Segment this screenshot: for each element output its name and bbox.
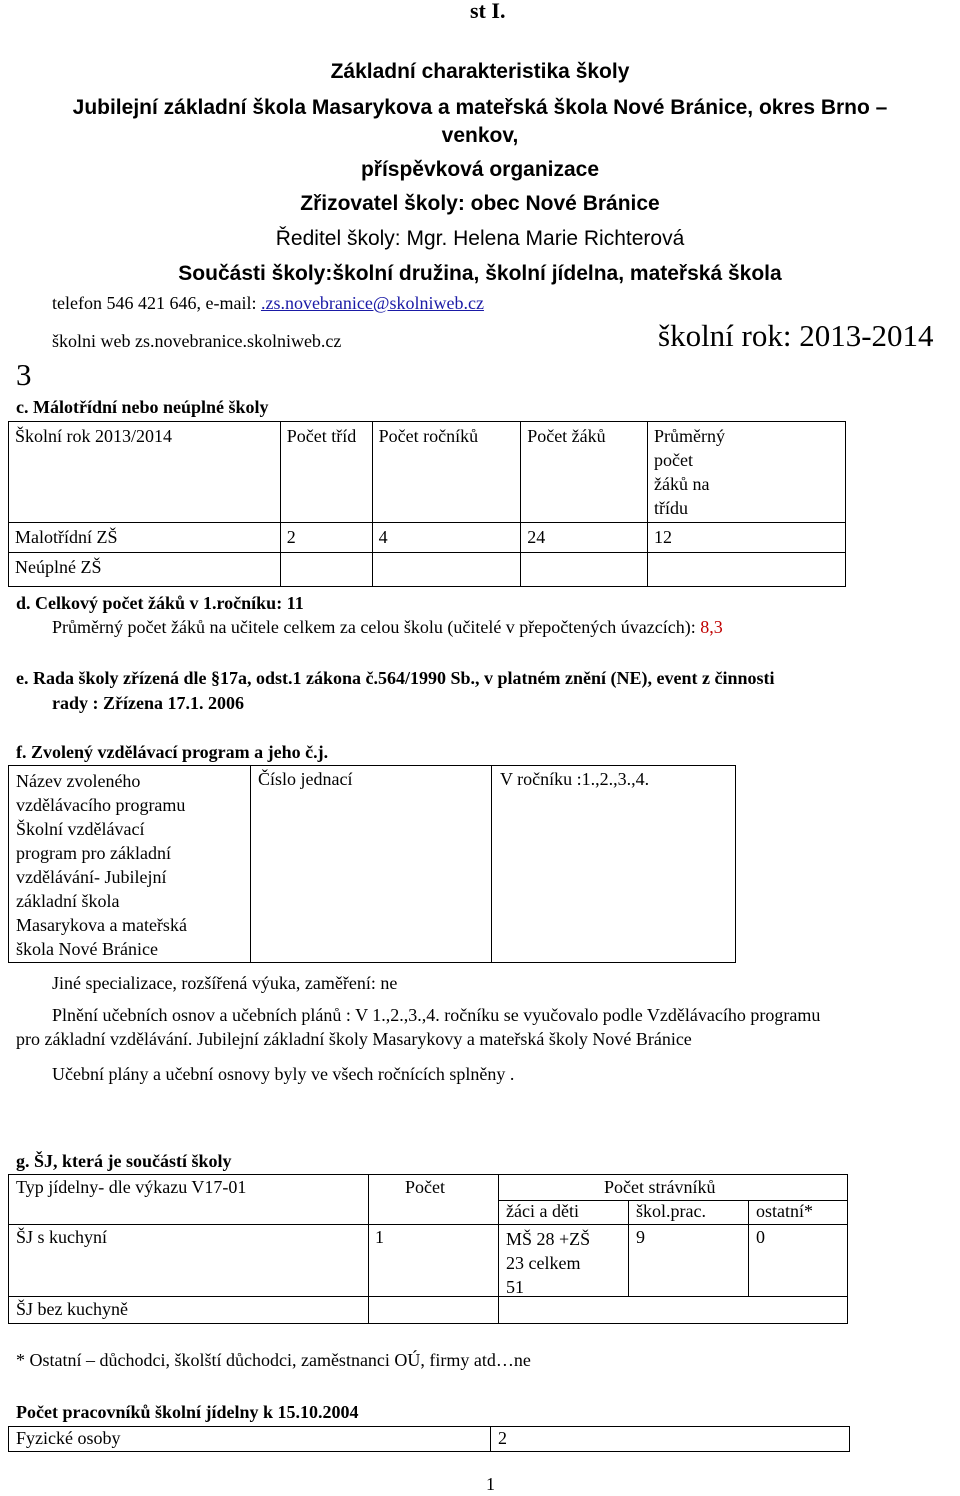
table-row <box>9 553 846 587</box>
footnote: * Ostatní – důchodci, školští důchodci, zaměstnanci OÚ, firmy atd…ne <box>16 1350 531 1370</box>
canteen-pupils-line: 23 celkem <box>506 1253 581 1273</box>
table-header-row <box>9 422 846 523</box>
program-name-line: základní škola <box>16 891 120 911</box>
school-year: školní rok: 2013-2014 <box>658 318 934 353</box>
canteen-table-rule <box>8 1296 848 1297</box>
staff-subheader: škol.prac. <box>636 1201 706 1221</box>
col-average: Průměrný počet žáků na třídu <box>648 422 846 523</box>
page-number: 1 <box>486 1474 495 1494</box>
section-e-line2: rady : Zřízena 17.1. 2006 <box>52 693 244 713</box>
small-schools-table <box>8 421 846 587</box>
canteen-count-header: Počet <box>405 1177 445 1197</box>
canteen-with-kitchen: ŠJ s kuchyní <box>16 1227 108 1247</box>
grades-header: V ročníku :1.,2.,3.,4. <box>500 769 650 789</box>
cell: 12 <box>648 523 846 553</box>
teacher-ratio-text: Průměrný počet žáků na učitele celkem za celou školu (učitelé v přepočtených úvazcích): <box>52 617 701 637</box>
canteen-with-kitchen-count: 1 <box>375 1227 384 1247</box>
fulfilment-line2: pro základní vzdělávání. Jubilejní základní školy Masarykovy a mateřská školy Nové Bránice <box>16 1029 692 1049</box>
cell: 4 <box>372 523 521 553</box>
section-g-heading: g. ŠJ, která je součástí školy <box>16 1151 232 1171</box>
canteen-table-rule <box>8 1224 848 1225</box>
section-e-line1: e. Rada školy zřízená dle §17a, odst.1 zákona č.564/1990 Sb., v platném znění (NE), event z činnosti <box>16 668 775 688</box>
program-name-line: Masarykova a mateřská <box>16 915 187 935</box>
canteen-pupils-line: MŠ 28 +ZŠ <box>506 1229 591 1249</box>
program-name-line: Školní vzdělávací <box>16 819 145 839</box>
org-type: příspěvková organizace <box>360 158 600 181</box>
program-table-divider <box>250 765 251 962</box>
diners-header: Počet strávníků <box>604 1177 716 1197</box>
specializations: Jiné specializace, rozšířená výuka, zaměření: ne <box>52 973 398 993</box>
canteen-other-count: 0 <box>756 1227 765 1247</box>
school-name-line1: Jubilejní základní škola Masarykova a mateřská škola Nové Bránice, okres Brno – <box>72 96 888 119</box>
section-f-heading: f. Zvolený vzdělávací program a jeho č.j. <box>16 742 329 762</box>
plans-fulfilled: Učební plány a učební osnovy byly ve všech ročnících splněny . <box>52 1064 515 1084</box>
row-label: Malotřídní ZŠ <box>9 523 281 553</box>
fulfilment-line1: Plnění učebních osnov a učebních plánů : V 1.,2.,3.,4. ročníku se vyučovalo podle Vzdělávacího programu <box>52 1005 821 1025</box>
contact-line <box>52 293 484 314</box>
cell: 2 <box>280 523 372 553</box>
page-title: Základní charakteristika školy <box>330 60 630 83</box>
director: Ředitel školy: Mgr. Helena Marie Richterová <box>275 227 685 250</box>
cell <box>521 553 648 587</box>
section-number: 3 <box>16 357 32 392</box>
row-label: Neúplné ZŠ <box>9 553 281 587</box>
other-subheader: ostatní* <box>756 1201 813 1221</box>
staff-heading: Počet pracovníků školní jídelny k 15.10.2004 <box>16 1402 359 1422</box>
email-link[interactable]: .zs.novebranice@skolniweb.cz <box>260 293 484 313</box>
canteen-type-header: Typ jídelny- dle výkazu V17-01 <box>16 1177 247 1197</box>
teacher-ratio-value: 8,3 <box>700 617 723 637</box>
canteen-pupils-line: 51 <box>506 1277 524 1297</box>
col-class-count: Počet tříd <box>280 422 372 523</box>
reference-number-header: Číslo jednací <box>258 769 353 789</box>
program-name-cell <box>16 817 187 961</box>
canteen-table-divider <box>748 1200 749 1297</box>
cell: 24 <box>521 523 648 553</box>
col-school-year: Školní rok 2013/2014 <box>9 422 281 523</box>
section-d-heading: d. Celkový počet žáků v 1.ročníku: 11 <box>16 593 304 613</box>
program-name-header: Název zvoleného vzdělávacího programu <box>16 771 186 815</box>
canteen-staff-count: 9 <box>636 1227 645 1247</box>
school-components: Součásti školy:školní družina, školní jídelna, mateřská škola <box>178 262 782 285</box>
table-row <box>9 523 846 553</box>
canteen-without-kitchen: ŠJ bez kuchyně <box>16 1299 128 1319</box>
canteen-table-divider <box>498 1174 499 1323</box>
program-table-divider <box>491 765 492 962</box>
col-pupil-count: Počet žáků <box>521 422 648 523</box>
section-c-heading: c. Málotřídní nebo neúplné školy <box>16 397 269 417</box>
cell <box>372 553 521 587</box>
web-address: školni web zs.novebranice.skolniweb.cz <box>52 331 342 351</box>
staff-value: 2 <box>498 1428 507 1448</box>
part-label: st I. <box>470 0 506 23</box>
program-name-line: program pro základní <box>16 843 171 863</box>
canteen-table-divider <box>628 1200 629 1297</box>
col-grade-count: Počet ročníků <box>372 422 521 523</box>
canteen-pupils-cell <box>506 1227 590 1299</box>
program-name-line: škola Nové Bránice <box>16 939 158 959</box>
cell <box>280 553 372 587</box>
staff-label: Fyzické osoby <box>16 1428 121 1448</box>
staff-table <box>8 1426 850 1452</box>
staff-table-divider <box>490 1426 491 1451</box>
founder: Zřizovatel školy: obec Nové Bránice <box>300 192 660 215</box>
program-name-line: vzdělávání- Jubilejní <box>16 867 167 887</box>
canteen-table-divider <box>368 1174 369 1323</box>
phone-text: telefon 546 421 646, e-mail: <box>52 293 261 313</box>
pupils-subheader: žáci a děti <box>506 1201 579 1221</box>
school-name-line2: venkov, <box>441 124 519 147</box>
teacher-ratio <box>52 617 723 638</box>
cell <box>648 553 846 587</box>
